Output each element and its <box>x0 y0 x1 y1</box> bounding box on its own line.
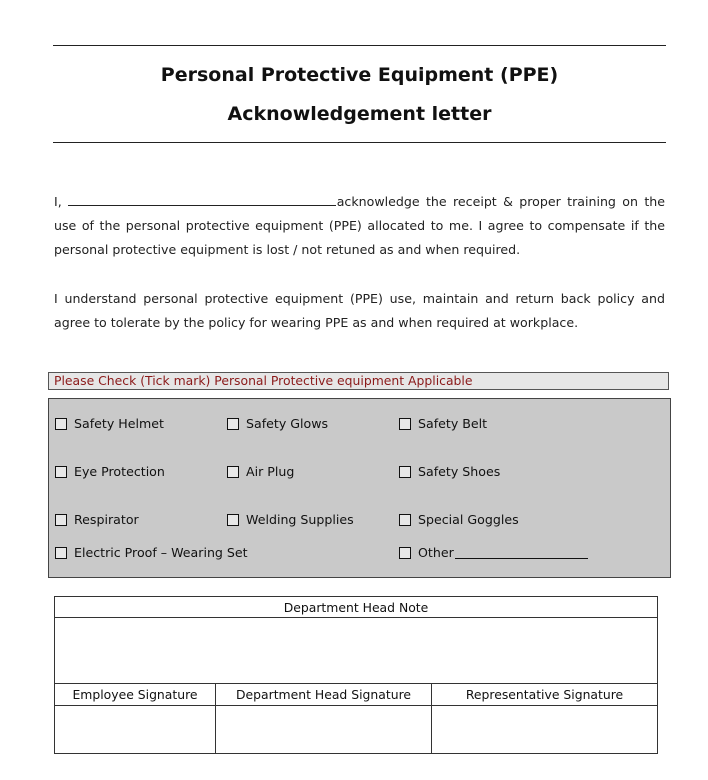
checkbox-label: Welding Supplies <box>246 512 354 527</box>
ppe-checklist-panel <box>48 398 671 578</box>
dept-head-note-header: Department Head Note <box>55 597 658 618</box>
other-blank-field[interactable] <box>455 546 588 559</box>
checkbox-safety-helmet[interactable] <box>55 416 164 431</box>
checkbox-label: Safety Glows <box>246 416 329 431</box>
representative-signature-header: Representative Signature <box>432 684 658 706</box>
policy-paragraph: I understand personal protective equipment (PPE) use, maintain and return back policy and agree to tolerate by the policy for wearing PPE as and when required at workplace. <box>54 291 665 330</box>
checkbox-label: Safety Helmet <box>74 416 164 431</box>
checkbox-welding-supplies[interactable] <box>227 512 354 527</box>
checkbox-label: Respirator <box>74 512 139 527</box>
top-divider <box>53 45 666 46</box>
header-divider <box>53 142 666 143</box>
dept-head-signature-field[interactable] <box>216 706 432 754</box>
checkbox-icon[interactable] <box>227 514 239 526</box>
checkbox-icon[interactable] <box>399 466 411 478</box>
checkbox-electric-proof-wearing-set[interactable] <box>55 545 248 560</box>
page-subtitle: Acknowledgement letter <box>227 103 492 125</box>
representative-signature-field[interactable] <box>432 706 658 754</box>
checkbox-icon[interactable] <box>227 418 239 430</box>
para-1-text: acknowledge the receipt & proper training on the use of the personal protective equipment (PPE) allocated to me. I agree to compensate if the personal protective equipment is lost / not retuned as and when required. <box>54 194 665 257</box>
checkbox-label: Eye Protection <box>74 464 165 479</box>
signature-table <box>54 596 658 754</box>
checkbox-label: Special Goggles <box>418 512 519 527</box>
acknowledgement-paragraph <box>54 190 665 262</box>
checkbox-label: Air Plug <box>246 464 295 479</box>
name-blank-field[interactable] <box>68 193 336 206</box>
checklist-heading: Please Check (Tick mark) Personal Protective equipment Applicable <box>48 372 669 390</box>
employee-signature-header: Employee Signature <box>55 684 216 706</box>
checkbox-safety-glows[interactable] <box>227 416 328 431</box>
checkbox-icon[interactable] <box>55 466 67 478</box>
checkbox-label: Other <box>418 545 454 560</box>
checkbox-air-plug[interactable] <box>227 464 294 479</box>
checkbox-icon[interactable] <box>55 514 67 526</box>
checkbox-eye-protection[interactable] <box>55 464 165 479</box>
checkbox-icon[interactable] <box>55 547 67 559</box>
checkbox-icon[interactable] <box>399 418 411 430</box>
checkbox-safety-shoes[interactable] <box>399 464 500 479</box>
checkbox-safety-belt[interactable] <box>399 416 487 431</box>
employee-signature-field[interactable] <box>55 706 216 754</box>
checkbox-icon[interactable] <box>55 418 67 430</box>
dept-head-signature-header: Department Head Signature <box>216 684 432 706</box>
para-prefix: I, <box>54 194 62 209</box>
checkbox-label: Electric Proof – Wearing Set <box>74 545 248 560</box>
dept-head-note-field[interactable] <box>55 618 658 684</box>
checkbox-icon[interactable] <box>227 466 239 478</box>
checkbox-other[interactable] <box>399 545 588 560</box>
checkbox-icon[interactable] <box>399 514 411 526</box>
checkbox-icon[interactable] <box>399 547 411 559</box>
checkbox-special-goggles[interactable] <box>399 512 519 527</box>
checkbox-label: Safety Shoes <box>418 464 501 479</box>
checkbox-label: Safety Belt <box>418 416 488 431</box>
page-title: Personal Protective Equipment (PPE) <box>160 64 559 86</box>
checkbox-respirator[interactable] <box>55 512 139 527</box>
